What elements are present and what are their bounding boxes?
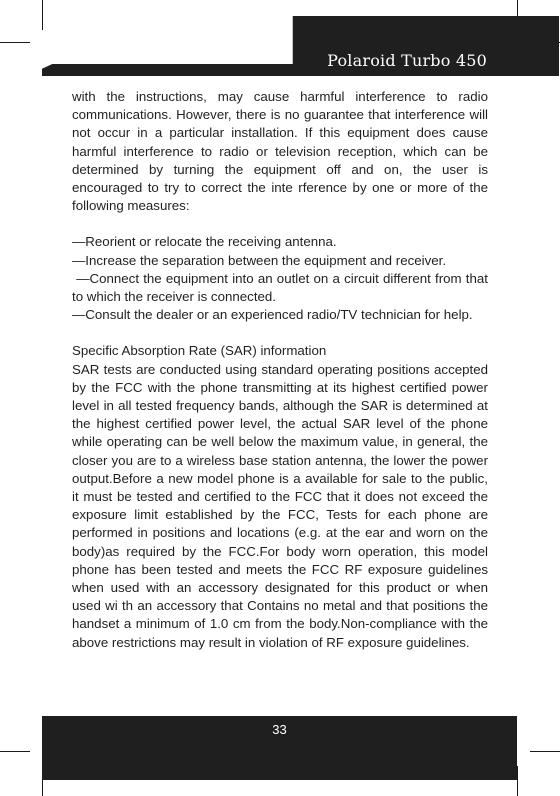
sar-paragraph: SAR tests are conducted using standard operating positions accepted by the FCC with the phone transmitting at its highest certified power level in all tested frequency bands, although the SAR is determined at the highest certified power level, the actual SAR level of the phone while operating can be well below the maximum value, in general, the closer you are to a wireless base station antenna, the lower the power output.Before a new model phone is a available for sale to the public, it must be tested and certified to the FCC that it does not exceed the exposure limit established by the FCC, Tests for each phone are performed in positions and locations (e.g. at the ear and worn on the body)as required by the FCC.For body worn operation, this model phone has been tested and meets the FCC RF exposure guidelines when used with an accessory designated for this product or when used wi th an accessory that Contains no metal and that positions the handset a minimum of 1.0 cm from the body.Non-compliance with the above restrictions may result in violation of RF exposure guidelines. xyxy=(72,361,488,650)
intro-paragraph: with the instructions, may cause harmful interference to radio communications. However, there is no guarantee that interference will not occur in a particular installation. If this equipment does cause harmful interference to radio or television reception, which can be determined by turning the equipment off and on, the user is encouraged to try to correct the inte rference by one or more of the following measures: xyxy=(72,89,488,214)
measure-item: —Reorient or relocate the receiving antenna. xyxy=(72,234,337,250)
body-text xyxy=(72,88,492,652)
page-number: 33 xyxy=(272,722,287,737)
crop-mark xyxy=(42,0,43,30)
sar-heading: Specific Absorption Rate (SAR) information xyxy=(72,343,327,359)
footer-bar xyxy=(42,716,517,780)
crop-mark xyxy=(517,766,518,796)
crop-mark xyxy=(530,751,560,752)
measure-item: —Connect the equipment into an outlet on a circuit different from that to which the receiver is connected. xyxy=(72,270,492,305)
crop-mark xyxy=(0,42,30,43)
product-title: Polaroid Turbo 450 xyxy=(327,51,487,70)
measure-item: —Consult the dealer or an experienced radio/TV technician for help. xyxy=(72,307,473,323)
crop-mark xyxy=(0,751,30,752)
measure-item: —Increase the separation between the equipment and receiver. xyxy=(72,252,447,268)
